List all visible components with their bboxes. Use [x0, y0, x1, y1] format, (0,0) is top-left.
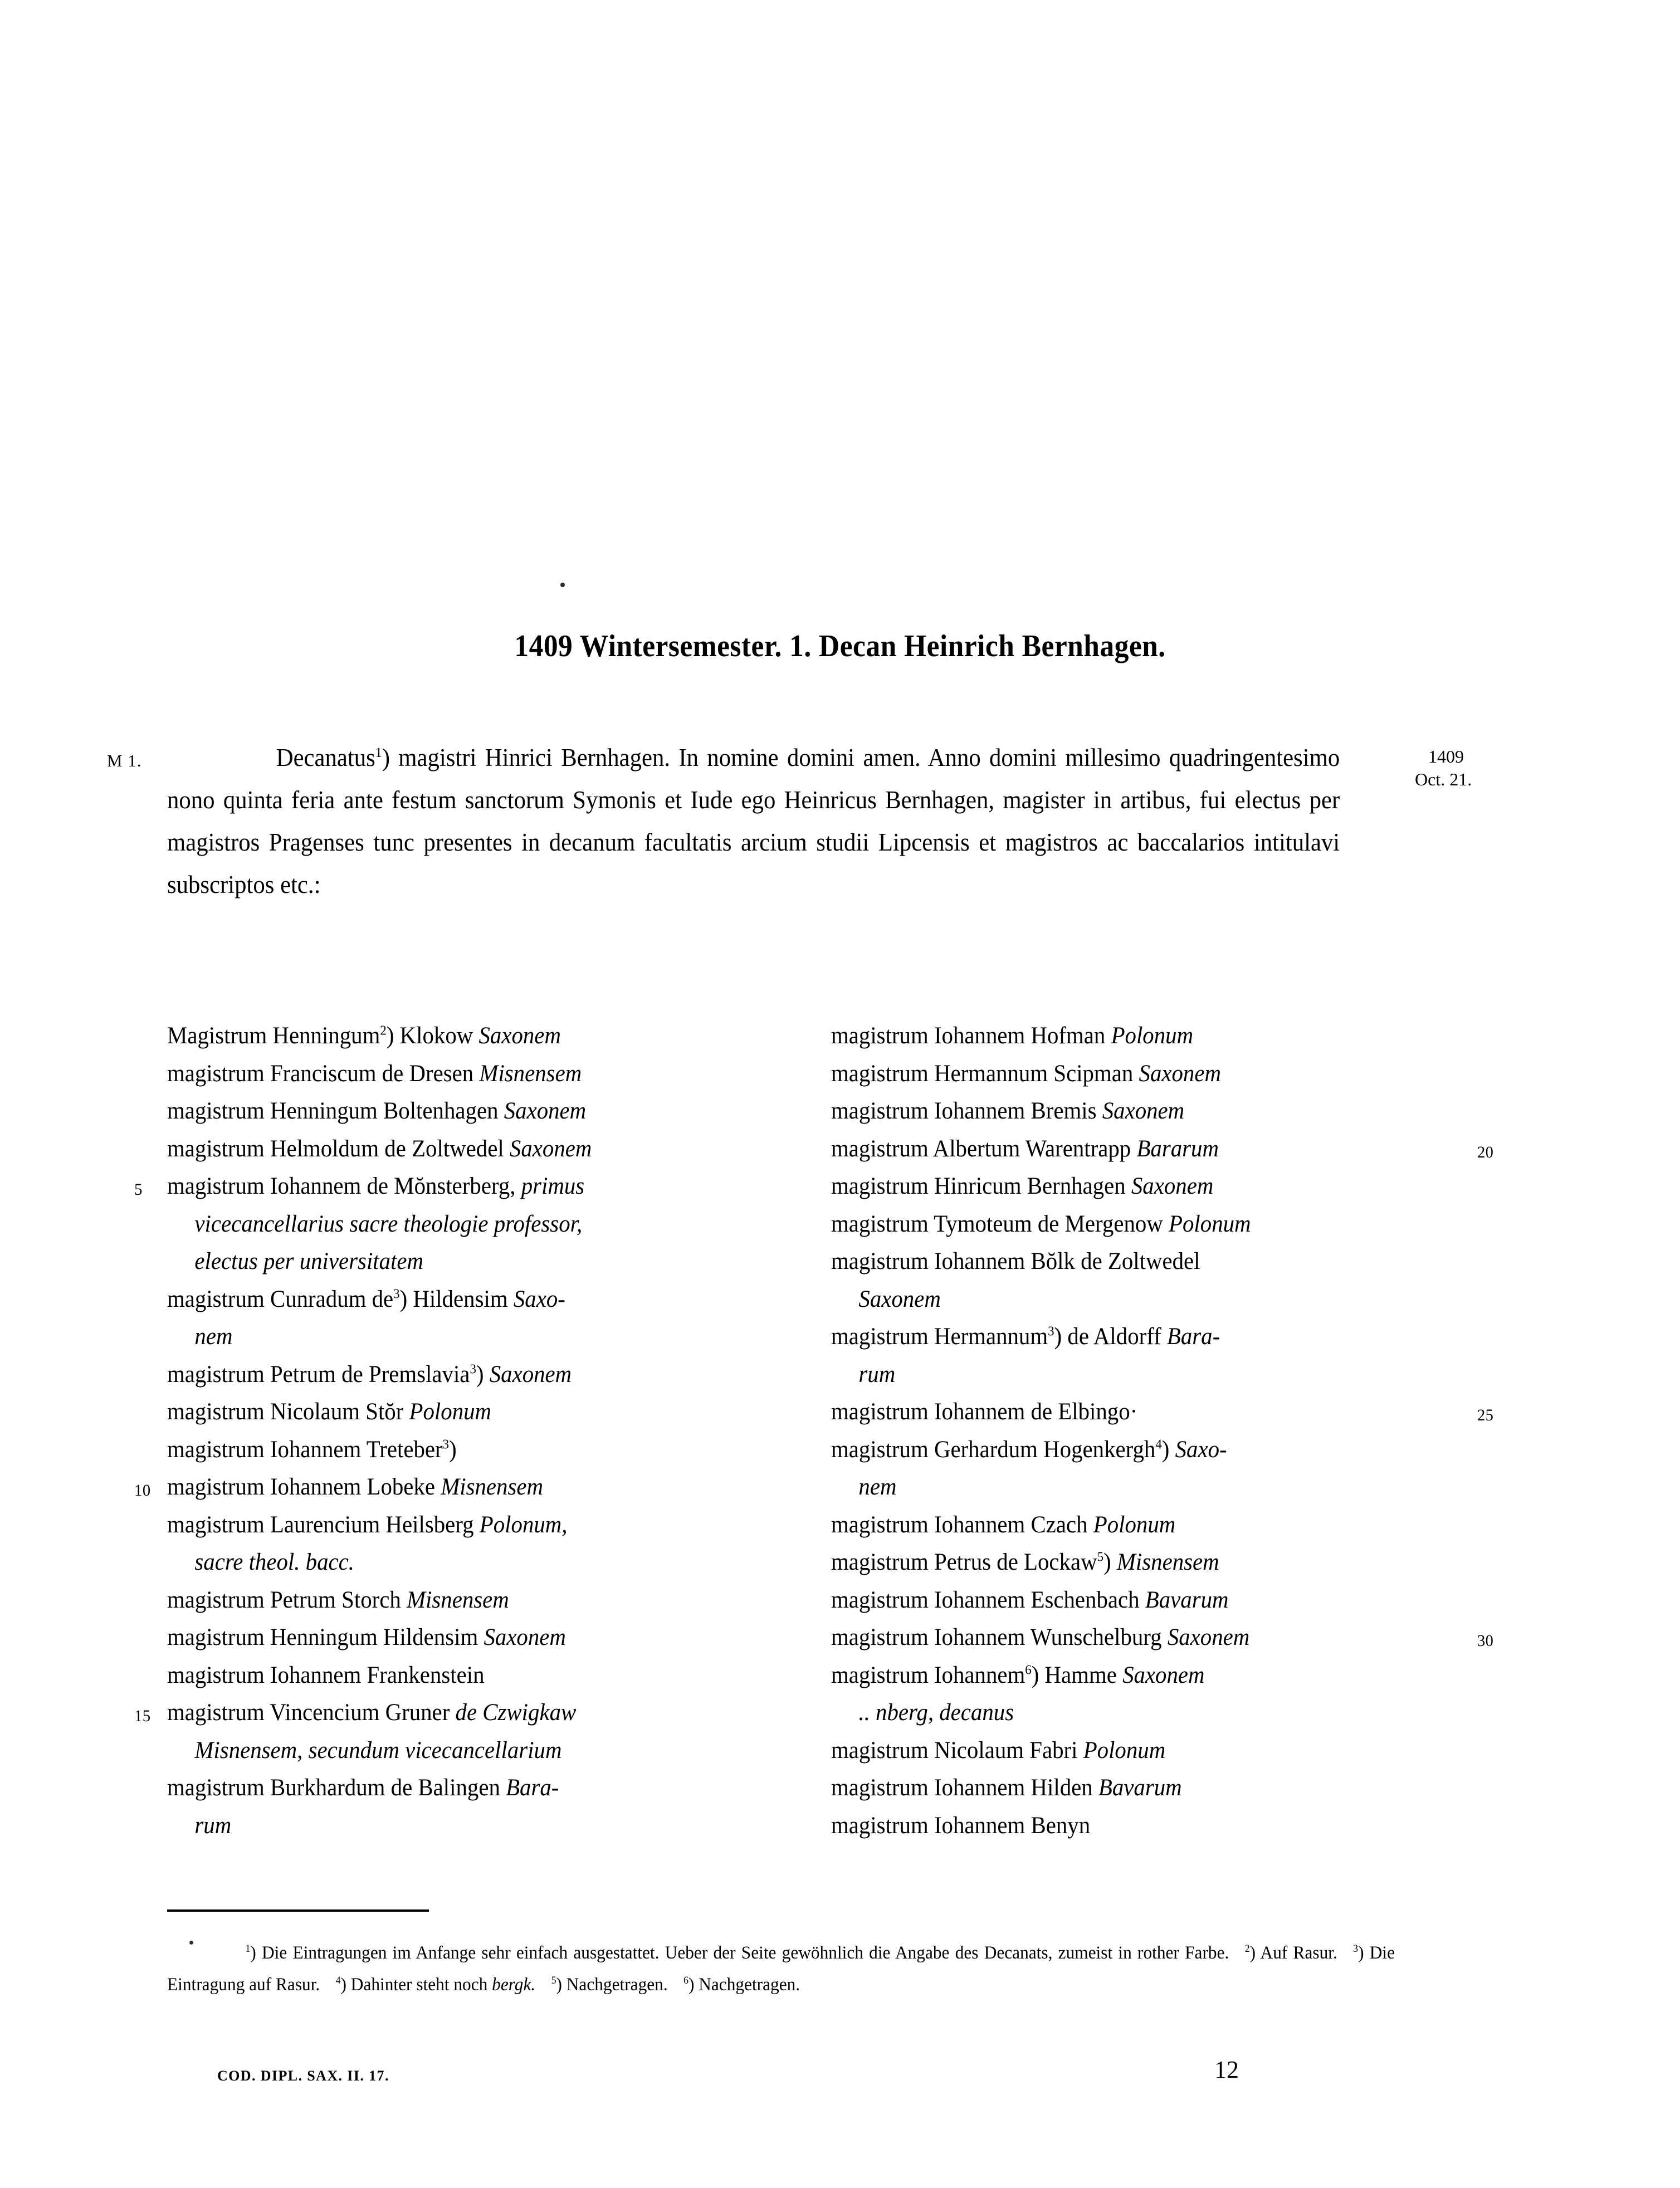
matriculation-entry — [831, 1431, 1456, 1469]
matriculation-entry — [831, 1468, 1456, 1506]
intro-lead-word: Decanatus — [276, 744, 375, 771]
entry-roman-text: magistrum Petrum Storch — [167, 1586, 407, 1613]
entry-italic-text: Misnensem — [441, 1474, 544, 1500]
entry-roman-text: magistrum Iohannem Czach — [831, 1511, 1093, 1538]
entry-footnote-ref: 3 — [393, 1287, 400, 1302]
matriculation-entry — [831, 1055, 1456, 1093]
entry-roman-text: magistrum Petrum de Premslavia — [167, 1361, 470, 1388]
entry-italic-text: Polonum — [1111, 1023, 1194, 1049]
footnote-marker-3: 3 — [1353, 1943, 1359, 1954]
entry-italic-text: Bara- — [1166, 1323, 1220, 1350]
footnote-block — [167, 1937, 1395, 2001]
entry-roman-text: magistrum Iohannem de Mŏnsterberg, — [167, 1173, 521, 1199]
matriculation-entry — [831, 1092, 1456, 1130]
entry-roman-text: ) — [1103, 1549, 1117, 1575]
entry-roman-text: ) Klokow — [386, 1023, 479, 1049]
matriculation-entry — [831, 1356, 1456, 1394]
entry-italic-text: Saxonem — [504, 1098, 587, 1124]
footnote-text-2: ) Auf Rasur. — [1249, 1943, 1337, 1963]
matriculation-entry — [167, 1732, 792, 1770]
page-number: 12 — [1214, 2056, 1239, 2083]
entry-italic-text: Saxo- — [513, 1286, 565, 1312]
name-list-left-column — [134, 1017, 792, 1844]
matriculation-entry — [167, 1205, 792, 1243]
entry-roman-text: magistrum Cunradum de — [167, 1286, 394, 1312]
matriculation-entry — [167, 1506, 792, 1544]
entry-roman-text: magistrum Nicolaum Stŏr — [167, 1399, 409, 1425]
matriculation-entry — [831, 1506, 1456, 1544]
matriculation-entry — [831, 1657, 1456, 1694]
matriculation-entry — [831, 1807, 1456, 1845]
footnote-marker-2: 2 — [1244, 1943, 1250, 1954]
entry-roman-text: magistrum Vincencium Gruner — [167, 1699, 456, 1726]
entry-roman-text: magistrum Iohannem de Elbingo· — [831, 1399, 1138, 1425]
entry-italic-text: nem — [858, 1474, 897, 1500]
entry-footnote-ref: 3 — [470, 1362, 476, 1377]
matriculation-entry — [167, 1769, 792, 1807]
footnote-text-4-italic: bergk. — [492, 1975, 536, 1995]
margin-date-day: Oct. 21. — [1415, 769, 1472, 789]
entry-roman-text: magistrum Albertum Warentrapp — [831, 1135, 1137, 1162]
matriculation-entry — [831, 1694, 1456, 1732]
matriculation-entry — [167, 1318, 792, 1356]
footnote-marker-6: 6 — [683, 1975, 688, 1986]
footnote-marker-1: 1 — [245, 1943, 251, 1954]
entry-italic-text: Polonum — [409, 1399, 492, 1425]
entry-italic-text: Misnensem — [407, 1586, 509, 1613]
entry-italic-text: Polonum — [1093, 1511, 1176, 1538]
entry-roman-text: magistrum Iohannem Lobeke — [167, 1474, 441, 1500]
entry-italic-text: rum — [858, 1361, 896, 1388]
entry-roman-text: magistrum Iohannem Bremis — [831, 1098, 1102, 1124]
volume-signature: COD. DIPL. SAX. II. 17. — [217, 2068, 389, 2084]
entry-italic-text: Saxonem — [1167, 1624, 1250, 1650]
matriculation-entry — [831, 1017, 1456, 1055]
entry-italic-text: Misnensem — [479, 1060, 582, 1087]
matriculation-entry — [167, 1619, 792, 1657]
entry-roman-text: magistrum Henningum Boltenhagen — [167, 1098, 504, 1124]
entry-footnote-ref: 6 — [1025, 1663, 1032, 1678]
matriculation-entry — [167, 1393, 792, 1431]
entry-italic-text: Bavarum — [1098, 1775, 1182, 1801]
entry-roman-text: ) de Aldorff — [1054, 1323, 1167, 1350]
matriculation-entry — [167, 1657, 792, 1694]
entry-italic-text: Bara- — [506, 1775, 559, 1801]
entry-roman-text: magistrum Iohannem Benyn — [831, 1812, 1091, 1839]
matriculation-entry — [831, 1619, 1494, 1657]
entry-roman-text: magistrum Burkhardum de Balingen — [167, 1775, 506, 1801]
entry-roman-text: ) Hamme — [1031, 1662, 1123, 1688]
entry-roman-text: magistrum Hinricum Bernhagen — [831, 1173, 1131, 1199]
matriculation-entry — [134, 1468, 792, 1506]
matriculation-entry — [167, 1092, 792, 1130]
page-title: 1409 Wintersemester. 1. Decan Heinrich Bernhagen. — [514, 629, 1166, 663]
footnote-rule — [167, 1909, 429, 1912]
matriculation-entry — [167, 1581, 792, 1619]
footnote-text-5: ) Nachgetragen. — [556, 1975, 668, 1995]
entry-roman-text: magistrum Nicolaum Fabri — [831, 1737, 1083, 1764]
matriculation-entry — [831, 1243, 1456, 1281]
entry-roman-text: magistrum Iohannem Wunschelburg — [831, 1624, 1168, 1650]
matriculation-entry — [167, 1017, 792, 1055]
entry-roman-text: ) — [1161, 1436, 1175, 1463]
entry-italic-text: Polonum — [1083, 1737, 1166, 1764]
entry-roman-text: magistrum Henningum Hildensim — [167, 1624, 484, 1650]
matriculation-entry — [167, 1356, 792, 1394]
line-number: 5 — [134, 1180, 143, 1199]
matriculation-entry — [831, 1281, 1456, 1318]
entry-italic-text: Saxonem — [1139, 1060, 1221, 1087]
entry-roman-text: magistrum Iohannem Frankenstein — [167, 1662, 485, 1688]
entry-roman-text: magistrum Iohannem Hilden — [831, 1775, 1098, 1801]
entry-roman-text: magistrum Iohannem Eschenbach — [831, 1586, 1145, 1613]
matriculation-entry — [831, 1769, 1456, 1807]
matriculation-entry — [167, 1431, 792, 1469]
entry-footnote-ref: 3 — [442, 1437, 450, 1452]
matriculation-entry — [134, 1694, 792, 1732]
entry-italic-text: Bavarum — [1145, 1586, 1229, 1613]
entry-italic-text: de Czwigkaw — [455, 1699, 577, 1726]
entry-roman-text: ) Hildensim — [399, 1286, 514, 1312]
margin-date — [1415, 745, 1582, 791]
matriculation-entry — [167, 1055, 792, 1093]
entry-italic-text: electus per universitatem — [194, 1248, 424, 1274]
footnote-ref-1: 1 — [375, 745, 382, 760]
line-number: 15 — [134, 1707, 151, 1725]
entry-italic-text: Saxonem — [858, 1286, 941, 1312]
entry-roman-text: magistrum Helmoldum de Zoltwedel — [167, 1135, 510, 1162]
line-number: 30 — [1477, 1632, 1494, 1650]
entry-italic-text: sacre theol. bacc. — [194, 1549, 355, 1575]
entry-italic-text: Misnensem — [1116, 1549, 1219, 1575]
entry-italic-text: Saxonem — [1102, 1098, 1185, 1124]
footnote-marker-5: 5 — [551, 1975, 556, 1986]
matriculation-entry — [831, 1205, 1456, 1243]
footnote-marker-4: 4 — [335, 1975, 341, 1986]
matriculation-entry — [167, 1243, 792, 1281]
matriculation-entry — [831, 1318, 1456, 1356]
entry-italic-text: Saxonem — [509, 1135, 592, 1162]
matriculation-entry — [831, 1393, 1494, 1431]
entry-roman-text: magistrum Iohannem Hofman — [831, 1023, 1111, 1049]
entry-roman-text: magistrum Hermannum — [831, 1323, 1048, 1350]
entry-italic-text: vicecancellarius sacre theologie professor, — [194, 1210, 583, 1237]
footnote-text-1: ) Die Eintragungen im Anfange sehr einfach ausgestattet. Ueber der Seite gewöhnlich die Angabe des Decanats, zumeist in rother Farbe. — [250, 1943, 1229, 1963]
entry-roman-text: magistrum Tymoteum de Mergenow — [831, 1210, 1169, 1237]
entry-italic-text: Saxo- — [1175, 1436, 1227, 1463]
entry-roman-text: Magistrum Henningum — [167, 1023, 380, 1049]
matriculation-entry — [167, 1130, 792, 1168]
entry-italic-text: Saxonem — [478, 1023, 561, 1049]
entry-roman-text: ) — [449, 1436, 457, 1463]
ink-speck — [560, 583, 565, 587]
matriculation-entry — [831, 1544, 1456, 1581]
matriculation-entry — [167, 1544, 792, 1581]
matriculation-entry — [831, 1168, 1456, 1205]
entry-italic-text: Saxonem — [484, 1624, 566, 1650]
entry-footnote-ref: 3 — [1048, 1324, 1054, 1339]
entry-footnote-ref: 2 — [380, 1023, 387, 1038]
line-number: 10 — [134, 1481, 151, 1500]
entry-roman-text: magistrum Iohannem — [831, 1662, 1025, 1688]
entry-italic-text: Misnensem, secundum vicecancellarium — [194, 1737, 562, 1764]
entry-italic-text: primus — [521, 1173, 585, 1199]
entry-footnote-ref: 5 — [1097, 1550, 1104, 1565]
entry-roman-text: magistrum Iohannem Treteber — [167, 1436, 443, 1463]
entry-italic-text: rum — [194, 1812, 232, 1839]
matriculation-entry — [134, 1168, 792, 1205]
entry-roman-text: magistrum Petrus de Lockaw — [831, 1549, 1097, 1575]
entry-italic-text: .. nberg, decanus — [858, 1699, 1014, 1726]
name-list — [0, 1017, 1680, 1886]
entry-italic-text: Saxonem — [1122, 1662, 1205, 1688]
entry-italic-text: Saxonem — [489, 1361, 572, 1388]
entry-roman-text: magistrum Gerhardum Hogenkergh — [831, 1436, 1156, 1463]
entry-italic-text: Saxonem — [1131, 1173, 1214, 1199]
footnote-text-6: ) Nachgetragen. — [688, 1975, 800, 1995]
footnote-text-4: ) Dahinter steht noch — [340, 1975, 492, 1995]
matriculation-entry — [167, 1807, 792, 1845]
matriculation-entry — [831, 1130, 1494, 1168]
footnote-text-3: ) Die Eintragung auf Rasur. — [167, 1943, 1395, 1995]
entry-footnote-ref: 4 — [1155, 1437, 1162, 1452]
matriculation-entry — [831, 1581, 1456, 1619]
entry-roman-text: magistrum Laurencium Heilsberg — [167, 1511, 480, 1538]
intro-paragraph — [167, 736, 1340, 906]
line-number: 20 — [1477, 1142, 1494, 1161]
entry-italic-text: Bararum — [1136, 1135, 1219, 1162]
entry-roman-text: magistrum Franciscum de Dresen — [167, 1060, 480, 1087]
name-list-right-column — [831, 1017, 1494, 1844]
entry-roman-text: ) — [476, 1361, 490, 1388]
matriculation-entry — [167, 1281, 792, 1318]
margin-date-year: 1409 — [1428, 746, 1464, 766]
entry-roman-text: magistrum Hermannum Scipman — [831, 1060, 1139, 1087]
entry-roman-text: magistrum Iohannem Bŏlk de Zoltwedel — [831, 1248, 1200, 1274]
line-number: 25 — [1477, 1406, 1494, 1424]
matriculation-entry — [831, 1732, 1456, 1770]
folio-marker: M 1. — [107, 751, 142, 770]
entry-italic-text: Polonum — [1169, 1210, 1251, 1237]
intro-body: ) magistri Hinrici Bernhagen. In nomine domini amen. Anno domini millesimo quadringentesimo nono quinta feria ante festum sanctorum Symonis et Iude ego Heinricus Bernhagen, magister in artibus, fui electus per magistros Pragenses tunc presentes in decanum facultatis arcium studii Lipcensis et magistros ac baccalarios intitulavi subscriptos etc.: — [167, 744, 1340, 898]
entry-italic-text: nem — [194, 1323, 233, 1350]
entry-italic-text: Polonum, — [479, 1511, 568, 1538]
